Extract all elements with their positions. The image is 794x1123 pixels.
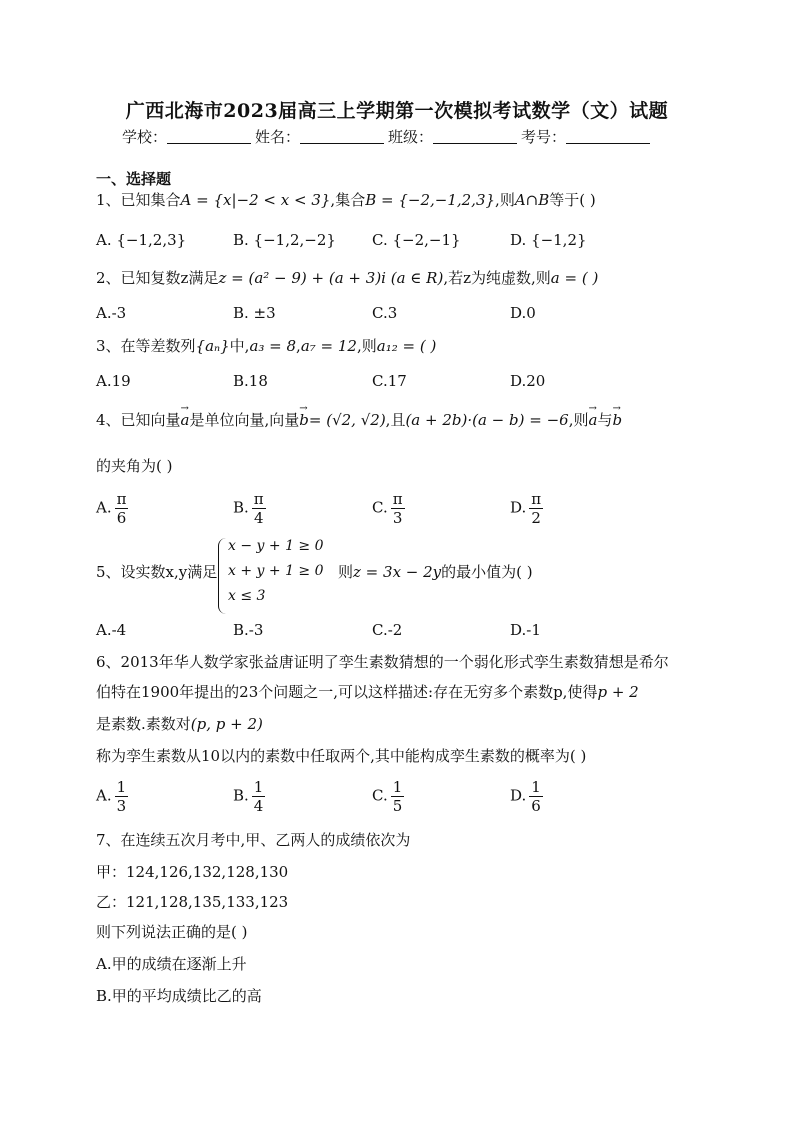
denominator: 4 xyxy=(253,509,264,527)
q6-line-2a: 伯特在1900年提出的23个问题之一,可以这样描述:存在无穷多个素数p,使得 xyxy=(96,683,598,701)
q4-vector-b-2: → b xyxy=(612,410,622,430)
q4-c-label: C. xyxy=(372,498,388,517)
q3-option-c: C.17 xyxy=(372,372,407,390)
q5-expr: z = 3x − 2y xyxy=(353,563,442,581)
q1-prefix: 1、已知集合 xyxy=(96,191,181,209)
fraction xyxy=(529,778,543,815)
q1-tail: ,则 xyxy=(495,191,515,209)
q6-line-4: 称为孪生素数从10以内的素数中任取两个,其中能构成孪生素数的概率为( ) xyxy=(96,747,587,765)
numerator: 1 xyxy=(392,778,403,796)
q6-option-b xyxy=(233,778,265,815)
q3-cond-1: a₃ = 8 xyxy=(249,337,297,355)
q5-option-b: B.-3 xyxy=(233,621,264,639)
fraction xyxy=(252,778,266,815)
q4-line-2: 的夹角为( ) xyxy=(96,457,173,475)
q4-a-label: A. xyxy=(96,498,112,517)
fraction xyxy=(529,490,543,527)
q4-option-c xyxy=(372,490,405,527)
numerator: 1 xyxy=(531,778,541,796)
fraction xyxy=(115,490,129,527)
q5-prefix: 5、设实数x,y满足 xyxy=(96,563,218,581)
name-label: 姓名： xyxy=(255,128,301,146)
numerator: π xyxy=(392,490,403,508)
denominator: 2 xyxy=(531,509,541,527)
q6-line-1: 6、2013年华人数学家张益唐证明了孪生素数猜想的一个弱化形式孪生素数猜想是希尔 xyxy=(96,653,669,671)
q7-option-b: B.甲的平均成绩比乙的高 xyxy=(96,987,262,1005)
q6-line-2 xyxy=(96,682,639,702)
fraction xyxy=(115,778,129,815)
denominator: 5 xyxy=(392,797,403,815)
fraction xyxy=(391,778,405,815)
numerator: π xyxy=(253,490,264,508)
exam-no-label: 考号： xyxy=(521,128,567,146)
q4-and: 与 xyxy=(597,411,613,429)
q3-ask: a₁₂ = ( ) xyxy=(376,337,437,355)
q4-d-label: D. xyxy=(510,498,527,517)
q6-line-3 xyxy=(96,714,263,734)
name-blank[interactable] xyxy=(300,129,384,144)
q2-option-b: B. ±3 xyxy=(233,304,276,322)
q3-prefix: 3、在等差数列 xyxy=(96,337,196,355)
q1-expr: A∩B xyxy=(514,191,550,209)
q4-option-a xyxy=(96,490,128,527)
denominator: 4 xyxy=(253,797,264,815)
q3-tail: ,则 xyxy=(356,337,377,355)
q6-b-label: B. xyxy=(233,786,249,805)
q1-set-b: B = {−2,−1,2,3} xyxy=(365,191,496,209)
q4-vector-a: → a xyxy=(181,410,190,430)
q7-line-4: 则下列说法正确的是( ) xyxy=(96,923,248,941)
numerator: 1 xyxy=(116,778,127,796)
exam-no-blank[interactable] xyxy=(566,129,650,144)
q4-vector-a-2: → a xyxy=(588,410,597,430)
q4-mid3: ,则 xyxy=(568,411,589,429)
q4-option-b xyxy=(233,490,266,527)
q2-option-c: C.3 xyxy=(372,304,398,322)
q4-prefix: 4、已知向量 xyxy=(96,411,181,429)
q2-option-d: D.0 xyxy=(510,304,536,322)
q3-option-b: B.18 xyxy=(233,372,268,390)
q1-option-c: C. {−2,−1} xyxy=(372,231,461,249)
q3-mid: 中, xyxy=(229,337,250,355)
q6-a-label: A. xyxy=(96,786,112,805)
q6-line-2b: p + 2 xyxy=(597,683,639,701)
q7-option-a: A.甲的成绩在逐渐上升 xyxy=(96,955,247,973)
fraction xyxy=(391,490,405,527)
q3-cond-2: a₇ = 12 xyxy=(300,337,357,355)
q3-option-a: A.19 xyxy=(96,372,131,390)
q5-option-a: A.-4 xyxy=(96,621,127,639)
denominator: 6 xyxy=(531,797,541,815)
question-5 xyxy=(96,562,217,582)
q7-line-1: 7、在连续五次月考中,甲、乙两人的成绩依次为 xyxy=(96,831,411,849)
denominator: 3 xyxy=(116,797,127,815)
question-1 xyxy=(96,190,596,210)
q5-constraint-3: x ≤ 3 xyxy=(228,588,266,604)
q6-option-d xyxy=(510,778,543,815)
q7-line-2: 甲：124,126,132,128,130 xyxy=(96,863,289,881)
q6-option-c xyxy=(372,778,404,815)
q6-line-3b: (p, p + 2) xyxy=(190,715,263,733)
q4-eq: = (√2, √2) xyxy=(308,411,386,429)
school-blank[interactable] xyxy=(167,129,251,144)
q1-option-b: B. {−1,2,−2} xyxy=(233,231,336,249)
q4-mid1: 是单位向量,向量 xyxy=(189,411,300,429)
q6-option-a xyxy=(96,778,128,815)
q1-end: 等于( ) xyxy=(549,191,596,209)
q3-option-d: D.20 xyxy=(510,372,546,390)
denominator: 6 xyxy=(116,509,127,527)
q5-tail2: 的最小值为( ) xyxy=(441,563,533,581)
q2-option-a: A.-3 xyxy=(96,304,127,322)
q1-set-a: A = {x|−2 < x < 3} xyxy=(180,191,331,209)
section-heading: 一、选择题 xyxy=(96,170,172,188)
q4-option-d xyxy=(510,490,543,527)
fraction xyxy=(252,490,266,527)
q2-prefix: 2、已知复数z满足 xyxy=(96,269,219,287)
q4-mid2: ,且 xyxy=(385,411,406,429)
class-blank[interactable] xyxy=(433,129,517,144)
q5-option-c: C.-2 xyxy=(372,621,403,639)
q1-option-d: D. {−1,2} xyxy=(510,231,587,249)
q4-b-label: B. xyxy=(233,498,249,517)
numerator: π xyxy=(531,490,542,508)
q5-option-d: D.-1 xyxy=(510,621,541,639)
q5-constraint-2: x + y + 1 ≥ 0 xyxy=(228,563,324,579)
student-info-line xyxy=(122,126,654,147)
page-title: 广西北海市2023届高三上学期第一次模拟考试数学（文）试题 xyxy=(125,100,669,122)
numerator: π xyxy=(116,490,127,508)
question-4 xyxy=(96,410,622,430)
q7-line-3: 乙：121,128,135,133,123 xyxy=(96,893,289,911)
q2-expr: z = (a² − 9) + (a + 3)i (a ∈ R) xyxy=(218,269,444,287)
q6-d-label: D. xyxy=(510,786,527,805)
q5-tail1: 则 xyxy=(338,563,354,581)
q2-tail: ,若z为纯虚数,则 xyxy=(443,269,551,287)
school-label: 学校： xyxy=(122,128,168,146)
q3-seq: {aₙ} xyxy=(195,337,230,355)
q2-ask: a = ( ) xyxy=(550,269,599,287)
q4-cond: (a + 2b)·(a − b) = −6 xyxy=(405,411,569,429)
q6-line-3a: 是素数.素数对 xyxy=(96,715,191,733)
q1-option-a: A. {−1,2,3} xyxy=(96,231,187,249)
q1-mid: ,集合 xyxy=(330,191,366,209)
q4-vector-b: → b xyxy=(299,410,309,430)
question-3: 3、在等差数列{aₙ}中,a₃ = 8,a₇ = 12,则a₁₂ = ( ) xyxy=(96,337,437,355)
system-brace xyxy=(218,538,227,614)
q6-c-label: C. xyxy=(372,786,388,805)
denominator: 3 xyxy=(392,509,403,527)
q5-tail xyxy=(338,562,533,582)
numerator: 1 xyxy=(253,778,264,796)
question-2 xyxy=(96,268,598,288)
q5-constraint-1: x − y + 1 ≥ 0 xyxy=(228,538,324,554)
class-label: 班级： xyxy=(388,128,434,146)
